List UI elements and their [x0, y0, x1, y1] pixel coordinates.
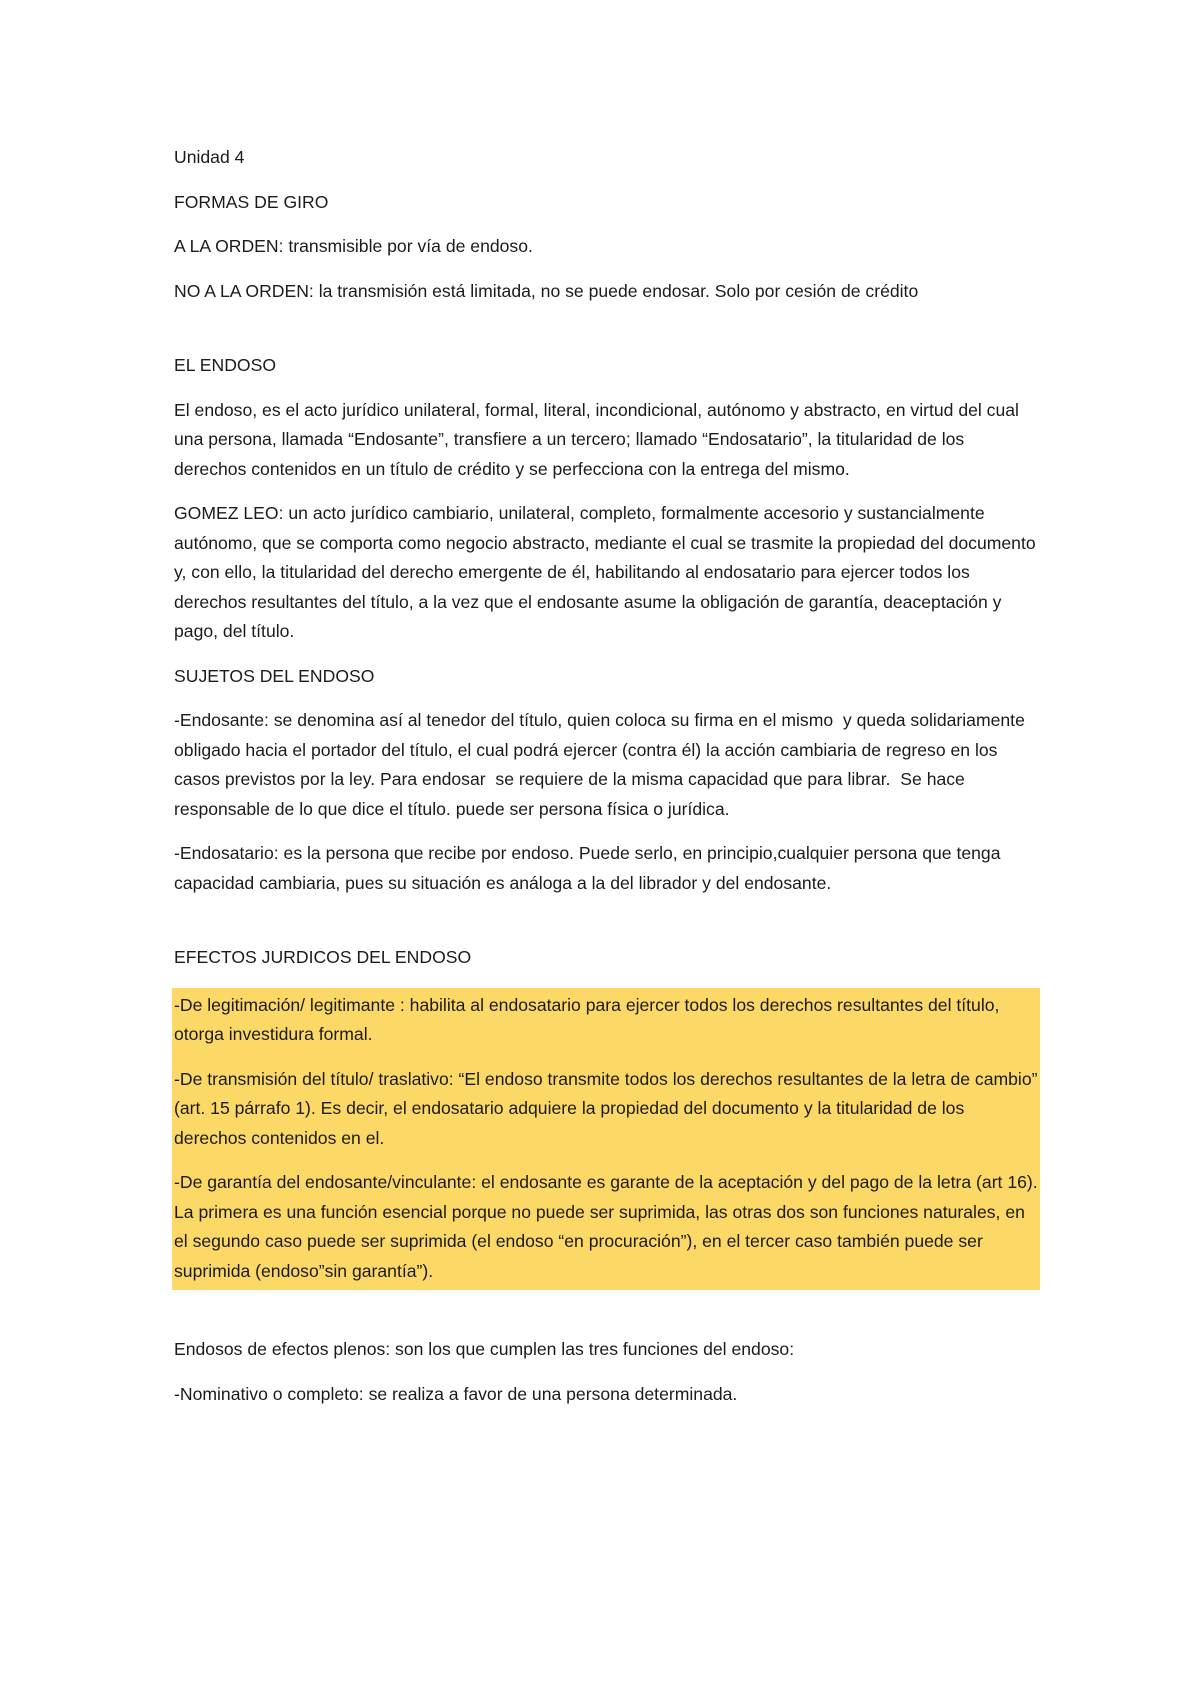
spacer	[174, 1305, 1038, 1335]
efecto-transmision-paragraph: -De transmisión del título/ traslativo: “El endoso transmite todos los derechos resultantes de la letra de cambio” (art. 15 párrafo 1). Es decir, el endosatario adquiere la propiedad del documento y la titularidad de los derechos contenidos en el.	[174, 1068, 1043, 1148]
endoso-definition-paragraph: El endoso, es el acto jurídico unilateral, formal, literal, incondicional, autónomo y abstracto, en virtud del cual una persona, llamada “Endosante”, transfiere a un tercero; llamado “Endosatario”, la titularidad de los derechos contenidos en un título de crédito y se perfecciona con la entrega del mismo.	[174, 399, 1024, 479]
highlighted-effects-block	[172, 988, 1043, 1291]
spacer	[174, 913, 1038, 943]
efectos-plenos-paragraph: Endosos de efectos plenos: son los que cumplen las tres funciones del endoso:	[174, 1339, 795, 1359]
spacer	[174, 321, 1038, 351]
unit-title: Unidad 4	[174, 147, 245, 167]
endosatario-paragraph: -Endosatario: es la persona que recibe por endoso. Puede serlo, en principio,cualquier persona que tenga capacidad cambiaria, pues su situación es análoga a la del librador y del endosante.	[174, 843, 1006, 893]
no-a-la-orden-paragraph: NO A LA ORDEN: la transmisión está limitada, no se puede endosar. Solo por cesión de crédito	[174, 280, 919, 301]
efectos-heading: EFECTOS JURDICOS DEL ENDOSO	[174, 947, 472, 967]
nominativo-paragraph: -Nominativo o completo: se realiza a favor de una persona determinada.	[174, 1383, 738, 1404]
endosante-paragraph: -Endosante: se denomina así al tenedor del título, quien coloca su firma en el mismo y queda solidariamente obligado hacia el portador del título, el cual podrá ejercer (contra él) la acción cambiaria de regreso en los casos previstos por la ley. Para endosar se requiere de la misma capacidad que para librar. Se hace responsable de lo que dice el título. puede ser persona física o jurídica.	[174, 710, 1030, 819]
sujetos-heading: SUJETOS DEL ENDOSO	[174, 665, 375, 686]
el-endoso-heading: EL ENDOSO	[174, 355, 277, 375]
document-body	[174, 143, 1043, 1424]
efecto-legitimacion-paragraph: -De legitimación/ legitimante : habilita al endosatario para ejercer todos los derechos resultantes del título, otorga investidura formal.	[174, 994, 1005, 1044]
efecto-garantia-paragraph: -De garantía del endosante/vinculante: el endosante es garante de la aceptación y del pago de la letra (art 16). La primera es una función esencial porque no puede ser suprimida, las otras dos son funciones naturales, en el segundo caso puede ser suprimida (el endoso “en procuración”), en el tercer caso también puede ser suprimida (endoso”sin garantía”).	[174, 1172, 1043, 1281]
formas-de-giro-heading: FORMAS DE GIRO	[174, 191, 329, 212]
a-la-orden-paragraph: A LA ORDEN: transmisible por vía de endoso.	[174, 236, 533, 256]
gomez-leo-paragraph: GOMEZ LEO: un acto jurídico cambiario, unilateral, completo, formalmente accesorio y sustancialmente autónomo, que se comporta como negocio abstracto, mediante el cual se trasmite la propiedad del documento y, con ello, la titularidad del derecho emergente de él, habilitando al endosatario para ejercer todos los derechos resultantes del título, a la vez que el endosante asume la obligación de garantía, deaceptación y pago, del título.	[174, 503, 1041, 641]
